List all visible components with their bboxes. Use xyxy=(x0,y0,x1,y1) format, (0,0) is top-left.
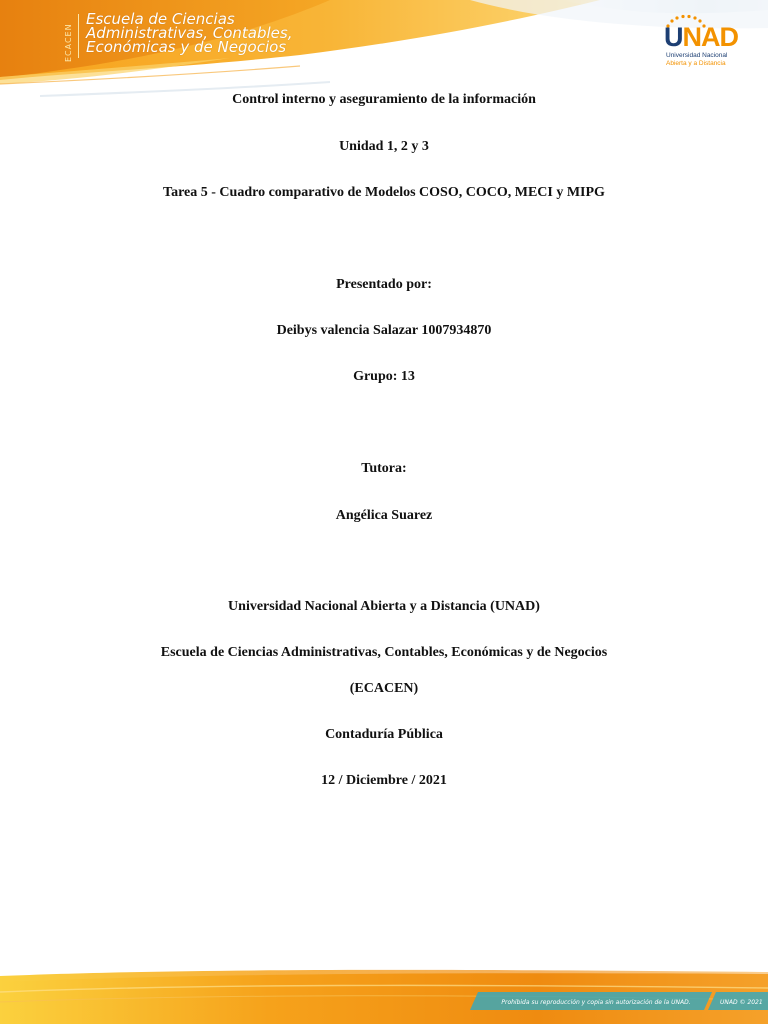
task-title: Tarea 5 - Cuadro comparativo de Modelos COSO, COCO, MECI y MIPG xyxy=(163,185,605,200)
university-name: Universidad Nacional Abierta y a Distancia (UNAD) xyxy=(228,599,540,614)
group-line: Grupo: 13 xyxy=(353,369,415,384)
date-line: 12 / Diciembre / 2021 xyxy=(321,773,447,788)
tutor-label: Tutora: xyxy=(361,461,407,476)
header-school-line1: Escuela de Ciencias xyxy=(86,10,235,28)
header-school-name xyxy=(86,12,293,54)
footer-banner xyxy=(0,962,768,1024)
header-vertical-tag: ECACEN xyxy=(64,23,73,62)
logo-subtitle-line2: Abierta y a Distancia xyxy=(666,60,726,67)
student-name: Deibys valencia Salazar 1007934870 xyxy=(276,323,492,338)
program-name: Contaduría Pública xyxy=(325,727,443,742)
school-name: Escuela de Ciencias Administrativas, Contables, Económicas y de Negocios xyxy=(160,645,608,660)
logo-wordmark xyxy=(664,22,738,53)
course-title: Control interno y aseguramiento de la información xyxy=(232,92,536,107)
logo-letter-u: U xyxy=(664,22,683,52)
header-school-line3: Económicas y de Negocios xyxy=(86,38,287,56)
logo-subtitle xyxy=(666,52,727,68)
unad-logo xyxy=(660,14,746,70)
presented-by-label: Presentado por: xyxy=(336,277,432,292)
header-separator xyxy=(78,14,79,58)
footer-copyright: UNAD © 2021 xyxy=(720,999,763,1006)
logo-subtitle-line1: Universidad Nacional xyxy=(666,52,728,59)
units-line: Unidad 1, 2 y 3 xyxy=(339,139,429,154)
header-school-line2: Administrativas, Contables, xyxy=(86,24,293,42)
school-acronym: (ECACEN) xyxy=(349,681,419,696)
logo-letters-nad: NAD xyxy=(682,22,738,52)
tutor-name: Angélica Suarez xyxy=(335,508,433,523)
footer-copyright-notice: Prohibida su reproducción y copia sin autorización de la UNAD. xyxy=(501,999,691,1006)
